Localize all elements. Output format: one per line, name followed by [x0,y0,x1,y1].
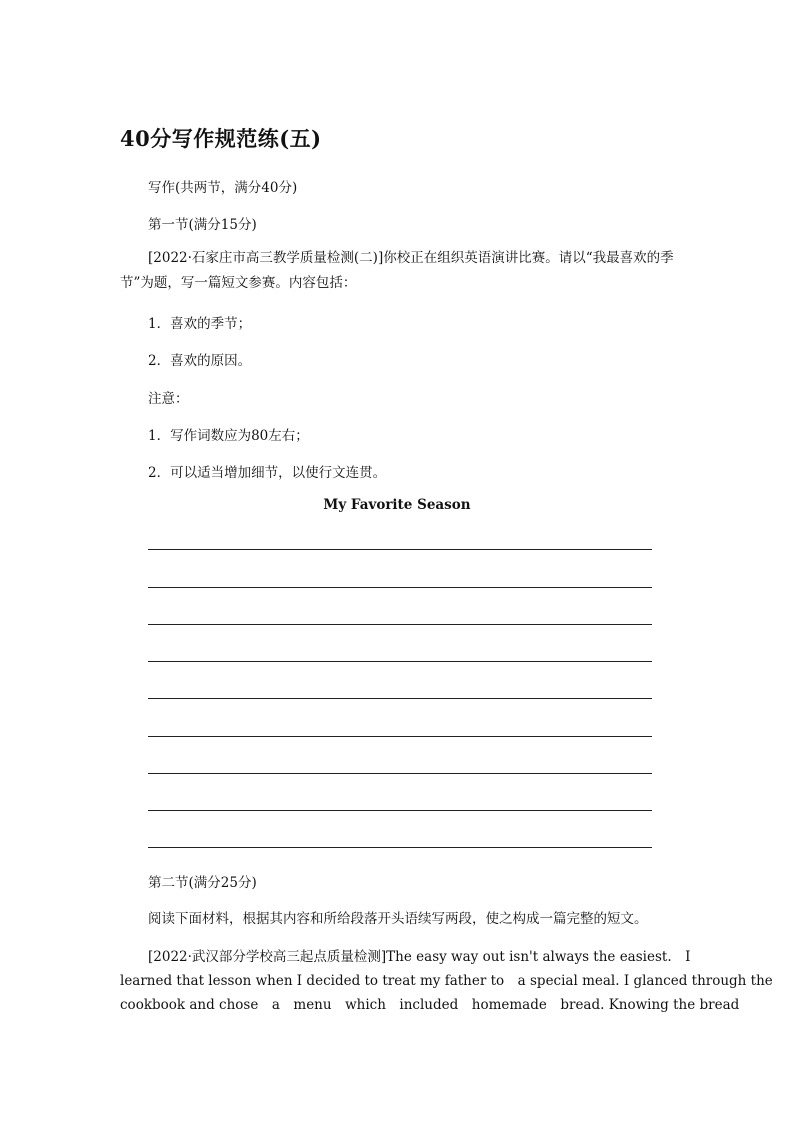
passage-line: [2022·武汉部分学校高三起点质量检测]The easy way out isn't always the easiest. I [148,949,691,965]
part1-heading: 第一节(满分15分) [148,217,257,233]
writing-line [148,698,652,699]
writing-line [148,549,652,550]
writing-line [148,773,652,774]
note-label: 注意： [148,391,189,407]
writing-line [148,661,652,662]
writing-line [148,810,652,811]
part2-instruction: 阅读下面材料，根据其内容和所给段落开头语续写两段，使之构成一篇完整的短文。 [148,911,648,927]
note-item-2: 2．可以适当增加细节，以使行文连贯。 [148,465,387,481]
writing-line [148,847,652,848]
writing-line [148,587,652,588]
note-item-1: 1．写作词数应为80左右； [148,428,309,444]
part2-heading: 第二节(满分25分) [148,875,257,891]
writing-line [148,736,652,737]
content-item-2: 2．喜欢的原因。 [148,353,252,369]
page-title: 40分写作规范练(五) [120,126,322,151]
passage-line: cookbook and chose a menu which included homemade bread. Knowing the bread [120,997,740,1013]
part1-prompt: [2022·石家庄市高三教学质量检测(二)]你校正在组织英语演讲比赛。请以“我最喜欢的季节”为题，写一篇短文参赛。内容包括： [120,250,674,291]
passage-line: learned that lesson when I decided to treat my father to a special meal. I glanced through the [120,973,773,989]
content-item-1: 1．喜欢的季节； [148,316,252,332]
essay-title: My Favorite Season [323,497,471,513]
writing-line [148,624,652,625]
section-header: 写作(共两节，满分40分) [148,180,298,196]
